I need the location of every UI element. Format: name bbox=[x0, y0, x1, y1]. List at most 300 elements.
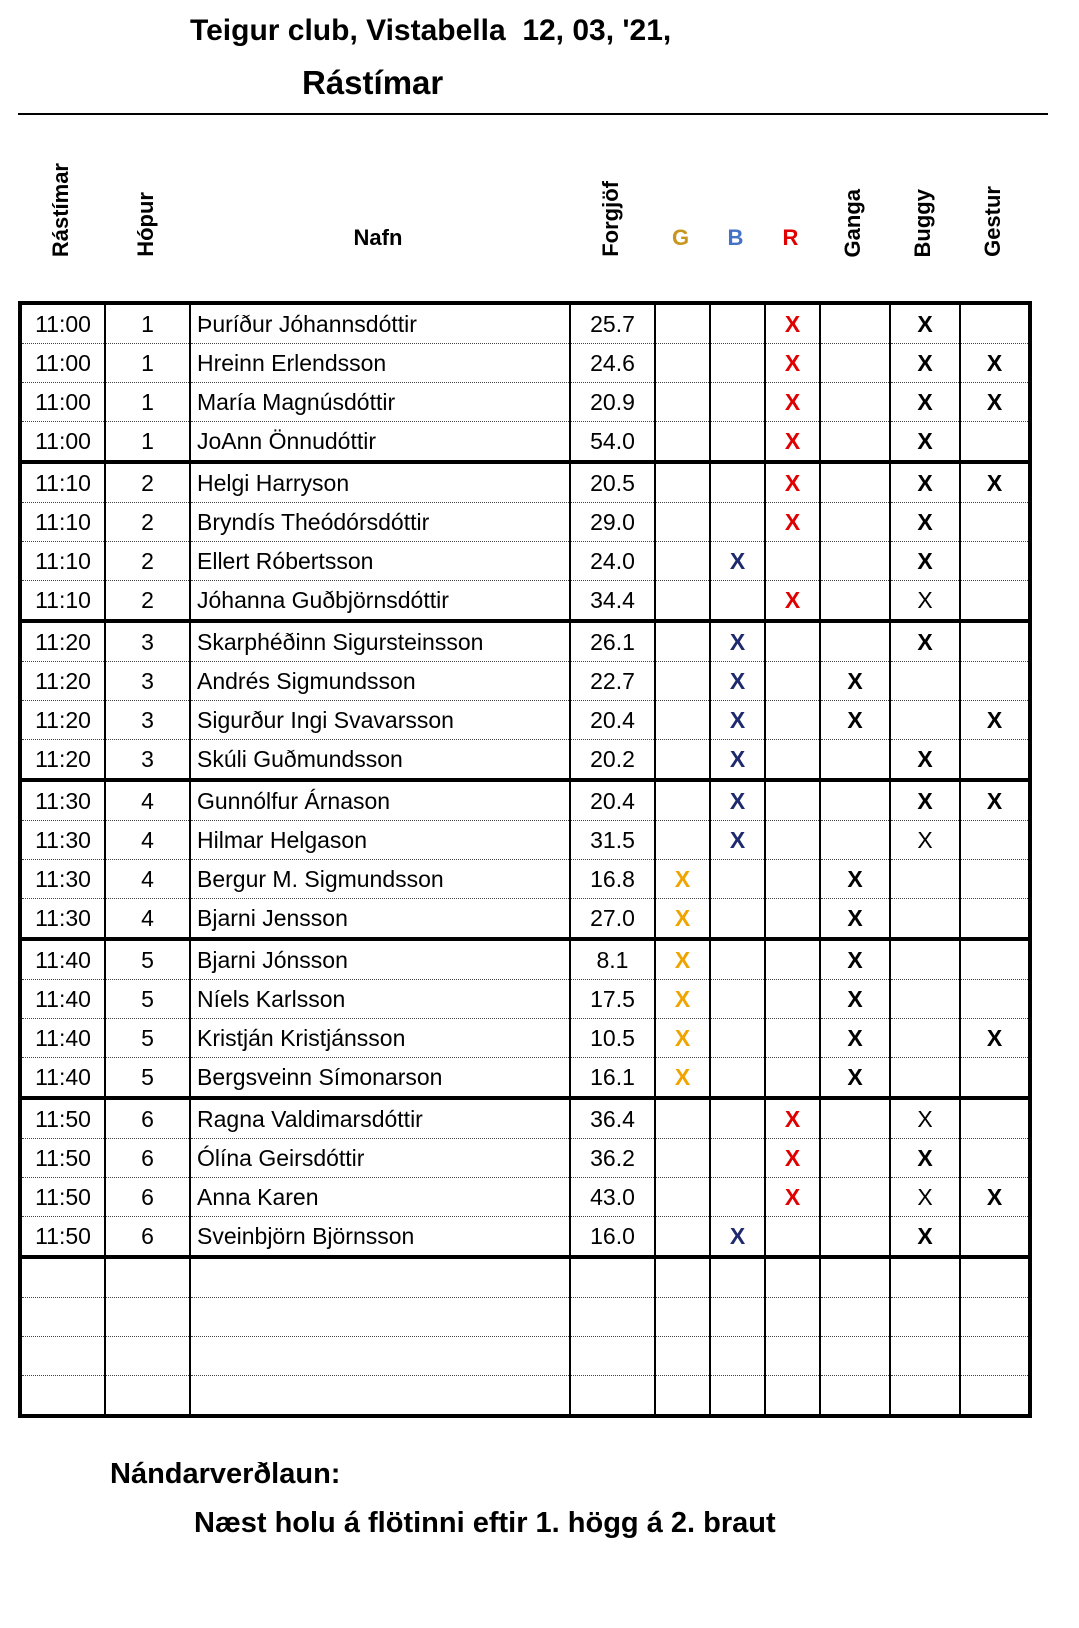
name-cell: Hreinn Erlendsson bbox=[190, 344, 570, 383]
tee-r-cell bbox=[765, 383, 820, 422]
tee-b-cell bbox=[710, 581, 765, 622]
ganga-cell bbox=[820, 621, 890, 662]
tee-g-cell bbox=[655, 503, 710, 542]
ganga-cell bbox=[820, 383, 890, 422]
group-cell: 6 bbox=[105, 1217, 190, 1258]
tee-g-cell bbox=[655, 303, 710, 344]
group-cell: 5 bbox=[105, 939, 190, 980]
gestur-cell bbox=[960, 860, 1030, 899]
gestur-cell bbox=[960, 621, 1030, 662]
group-cell: 4 bbox=[105, 899, 190, 940]
ganga-cell bbox=[820, 1058, 890, 1099]
gestur-cell bbox=[960, 303, 1030, 344]
name-cell: Hilmar Helgason bbox=[190, 821, 570, 860]
tee-g-cell bbox=[655, 542, 710, 581]
empty-cell bbox=[765, 1298, 820, 1337]
gestur-cell bbox=[960, 344, 1030, 383]
tee-g-cell bbox=[655, 1019, 710, 1058]
tee-g-cell bbox=[655, 821, 710, 860]
time-cell: 11:50 bbox=[20, 1217, 105, 1258]
empty-cell bbox=[20, 1257, 105, 1298]
tee-r-cell bbox=[765, 1217, 820, 1258]
tee-g-cell bbox=[655, 740, 710, 781]
gestur-cell-mark: X bbox=[986, 787, 1003, 814]
tee-g-cell bbox=[655, 1058, 710, 1099]
table-row bbox=[20, 701, 1030, 740]
time-cell: 11:20 bbox=[20, 662, 105, 701]
table-row bbox=[20, 462, 1030, 503]
buggy-cell-mark: X bbox=[917, 1183, 933, 1210]
tee-b-cell bbox=[710, 980, 765, 1019]
name-cell: Skarphéðinn Sigursteinsson bbox=[190, 621, 570, 662]
tee-r-cell-mark: X bbox=[784, 508, 801, 535]
ganga-cell bbox=[820, 1139, 890, 1178]
empty-cell bbox=[20, 1298, 105, 1337]
gestur-cell bbox=[960, 780, 1030, 821]
tee-b-cell bbox=[710, 939, 765, 980]
buggy-cell bbox=[890, 1217, 960, 1258]
ganga-cell bbox=[820, 1217, 890, 1258]
ganga-cell bbox=[820, 1178, 890, 1217]
ganga-cell bbox=[820, 1019, 890, 1058]
time-cell: 11:50 bbox=[20, 1098, 105, 1139]
header-name: Nafn bbox=[353, 225, 403, 250]
buggy-cell bbox=[890, 1019, 960, 1058]
group-cell: 6 bbox=[105, 1178, 190, 1217]
buggy-cell bbox=[890, 503, 960, 542]
name-cell: María Magnúsdóttir bbox=[190, 383, 570, 422]
buggy-cell bbox=[890, 303, 960, 344]
tee-g-cell bbox=[655, 422, 710, 463]
header-handicap-cell bbox=[568, 140, 653, 265]
header-g-cell bbox=[653, 140, 708, 265]
tee-b-cell bbox=[710, 899, 765, 940]
table-row bbox=[20, 780, 1030, 821]
table-row bbox=[20, 740, 1030, 781]
tee-g-cell bbox=[655, 621, 710, 662]
ganga-cell bbox=[820, 542, 890, 581]
name-cell: Jóhanna Guðbjörnsdóttir bbox=[190, 581, 570, 622]
gestur-cell-mark: X bbox=[986, 1024, 1003, 1051]
group-cell: 5 bbox=[105, 1058, 190, 1099]
tee-r-cell bbox=[765, 860, 820, 899]
gestur-cell bbox=[960, 503, 1030, 542]
tee-r-cell-mark: X bbox=[784, 469, 801, 496]
buggy-cell bbox=[890, 860, 960, 899]
group-cell: 2 bbox=[105, 542, 190, 581]
tee-b-cell bbox=[710, 344, 765, 383]
time-cell: 11:40 bbox=[20, 1058, 105, 1099]
tee-r-cell bbox=[765, 1178, 820, 1217]
empty-row bbox=[20, 1298, 1030, 1337]
group-cell: 4 bbox=[105, 821, 190, 860]
gestur-cell bbox=[960, 1139, 1030, 1178]
buggy-cell bbox=[890, 662, 960, 701]
group-cell: 3 bbox=[105, 701, 190, 740]
handicap-cell: 20.9 bbox=[570, 383, 655, 422]
time-cell: 11:10 bbox=[20, 503, 105, 542]
tee-b-cell-mark: X bbox=[729, 745, 746, 772]
tee-g-cell bbox=[655, 1178, 710, 1217]
buggy-cell bbox=[890, 821, 960, 860]
empty-cell bbox=[820, 1376, 890, 1417]
tee-g-cell bbox=[655, 1098, 710, 1139]
empty-cell bbox=[655, 1257, 710, 1298]
table-row bbox=[20, 503, 1030, 542]
tee-g-cell bbox=[655, 780, 710, 821]
buggy-cell bbox=[890, 542, 960, 581]
buggy-cell bbox=[890, 1058, 960, 1099]
buggy-cell bbox=[890, 1139, 960, 1178]
tee-r-cell bbox=[765, 303, 820, 344]
name-cell: Skúli Guðmundsson bbox=[190, 740, 570, 781]
tee-b-cell bbox=[710, 1098, 765, 1139]
handicap-cell: 26.1 bbox=[570, 621, 655, 662]
ganga-cell-mark: X bbox=[847, 865, 863, 892]
tee-b-cell bbox=[710, 1178, 765, 1217]
table-row bbox=[20, 1139, 1030, 1178]
handicap-cell: 16.1 bbox=[570, 1058, 655, 1099]
tee-r-cell-mark: X bbox=[784, 1183, 801, 1210]
footer-text: Næst holu á flötinni eftir 1. högg á 2. braut bbox=[194, 1507, 776, 1539]
empty-cell bbox=[820, 1337, 890, 1376]
empty-cell bbox=[765, 1257, 820, 1298]
ganga-cell bbox=[820, 503, 890, 542]
time-cell: 11:30 bbox=[20, 780, 105, 821]
tee-b-cell bbox=[710, 662, 765, 701]
tee-g-cell bbox=[655, 344, 710, 383]
tee-g-cell bbox=[655, 899, 710, 940]
buggy-cell-mark: X bbox=[917, 745, 933, 772]
header-g: G bbox=[671, 225, 690, 250]
ganga-cell bbox=[820, 662, 890, 701]
group-cell: 4 bbox=[105, 780, 190, 821]
tee-r-cell bbox=[765, 701, 820, 740]
name-cell: Ellert Róbertsson bbox=[190, 542, 570, 581]
table-row bbox=[20, 383, 1030, 422]
buggy-cell-mark: X bbox=[917, 586, 933, 613]
tee-g-cell bbox=[655, 462, 710, 503]
empty-cell bbox=[765, 1337, 820, 1376]
handicap-cell: 17.5 bbox=[570, 980, 655, 1019]
group-cell: 2 bbox=[105, 503, 190, 542]
empty-cell bbox=[190, 1376, 570, 1417]
tee-b-cell-mark: X bbox=[729, 667, 746, 694]
empty-cell bbox=[190, 1337, 570, 1376]
header-r-cell bbox=[763, 140, 818, 265]
tee-b-cell bbox=[710, 1217, 765, 1258]
buggy-cell bbox=[890, 740, 960, 781]
empty-cell bbox=[960, 1257, 1030, 1298]
empty-cell bbox=[570, 1298, 655, 1337]
empty-cell bbox=[960, 1337, 1030, 1376]
gestur-cell-mark: X bbox=[986, 1183, 1003, 1210]
gestur-cell bbox=[960, 821, 1030, 860]
time-cell: 11:00 bbox=[20, 344, 105, 383]
tee-r-cell-mark: X bbox=[784, 586, 801, 613]
table-row bbox=[20, 621, 1030, 662]
empty-cell bbox=[655, 1376, 710, 1417]
table-row bbox=[20, 1019, 1030, 1058]
empty-row bbox=[20, 1257, 1030, 1298]
time-cell: 11:00 bbox=[20, 303, 105, 344]
tee-g-cell bbox=[655, 581, 710, 622]
buggy-cell-mark: X bbox=[917, 469, 933, 496]
name-cell: Bergsveinn Símonarson bbox=[190, 1058, 570, 1099]
ganga-cell-mark: X bbox=[847, 946, 863, 973]
tee-r-cell bbox=[765, 740, 820, 781]
page-title: Teigur club, Vistabella 12, 03, '21, bbox=[190, 14, 672, 47]
gestur-cell bbox=[960, 899, 1030, 940]
time-cell: 11:20 bbox=[20, 621, 105, 662]
tee-r-cell bbox=[765, 581, 820, 622]
header-gestur: Gestur bbox=[980, 186, 1005, 257]
gestur-cell-mark: X bbox=[986, 349, 1003, 376]
empty-row bbox=[20, 1337, 1030, 1376]
tee-r-cell-mark: X bbox=[784, 310, 801, 337]
buggy-cell bbox=[890, 581, 960, 622]
tee-r-cell bbox=[765, 662, 820, 701]
buggy-cell-mark: X bbox=[917, 547, 933, 574]
name-cell: JoAnn Önnudóttir bbox=[190, 422, 570, 463]
gestur-cell bbox=[960, 740, 1030, 781]
buggy-cell-mark: X bbox=[917, 427, 933, 454]
buggy-cell bbox=[890, 701, 960, 740]
time-cell: 11:30 bbox=[20, 860, 105, 899]
handicap-cell: 54.0 bbox=[570, 422, 655, 463]
tee-b-cell bbox=[710, 503, 765, 542]
gestur-cell bbox=[960, 1058, 1030, 1099]
ganga-cell bbox=[820, 581, 890, 622]
tee-g-cell bbox=[655, 980, 710, 1019]
header-b: B bbox=[727, 225, 744, 250]
tee-r-cell bbox=[765, 344, 820, 383]
buggy-cell bbox=[890, 344, 960, 383]
ganga-cell-mark: X bbox=[847, 985, 863, 1012]
tee-r-cell bbox=[765, 1139, 820, 1178]
ganga-cell-mark: X bbox=[847, 904, 863, 931]
ganga-cell-mark: X bbox=[847, 1024, 863, 1051]
buggy-cell bbox=[890, 422, 960, 463]
tee-time-table bbox=[18, 301, 1032, 1418]
tee-b-cell bbox=[710, 422, 765, 463]
table-row bbox=[20, 1058, 1030, 1099]
group-cell: 6 bbox=[105, 1098, 190, 1139]
tee-r-cell bbox=[765, 1019, 820, 1058]
time-cell: 11:10 bbox=[20, 462, 105, 503]
empty-cell bbox=[20, 1337, 105, 1376]
time-cell: 11:40 bbox=[20, 980, 105, 1019]
tee-g-cell bbox=[655, 939, 710, 980]
header-time-cell bbox=[18, 140, 103, 265]
tee-g-cell bbox=[655, 701, 710, 740]
name-cell: Andrés Sigmundsson bbox=[190, 662, 570, 701]
header-ganga-cell bbox=[818, 140, 888, 265]
gestur-cell bbox=[960, 939, 1030, 980]
group-cell: 3 bbox=[105, 740, 190, 781]
header-group: Hópur bbox=[132, 192, 158, 257]
name-cell: Bjarni Jensson bbox=[190, 899, 570, 940]
empty-cell bbox=[105, 1337, 190, 1376]
name-cell: Sigurður Ingi Svavarsson bbox=[190, 701, 570, 740]
time-cell: 11:10 bbox=[20, 542, 105, 581]
buggy-cell-mark: X bbox=[917, 1222, 933, 1249]
ganga-cell bbox=[820, 344, 890, 383]
tee-g-cell-mark: X bbox=[674, 1063, 691, 1090]
tee-r-cell bbox=[765, 1058, 820, 1099]
tee-r-cell bbox=[765, 780, 820, 821]
buggy-cell-mark: X bbox=[917, 310, 933, 337]
tee-b-cell-mark: X bbox=[729, 628, 746, 655]
buggy-cell bbox=[890, 462, 960, 503]
handicap-cell: 34.4 bbox=[570, 581, 655, 622]
tee-b-cell bbox=[710, 701, 765, 740]
gestur-cell bbox=[960, 422, 1030, 463]
header-gestur-cell bbox=[958, 140, 1028, 265]
gestur-cell bbox=[960, 581, 1030, 622]
table-row bbox=[20, 939, 1030, 980]
tee-b-cell-mark: X bbox=[729, 787, 746, 814]
handicap-cell: 20.4 bbox=[570, 701, 655, 740]
ganga-cell bbox=[820, 701, 890, 740]
empty-cell bbox=[570, 1337, 655, 1376]
empty-cell bbox=[765, 1376, 820, 1417]
header-buggy-cell bbox=[888, 140, 958, 265]
gestur-cell bbox=[960, 383, 1030, 422]
gestur-cell bbox=[960, 1178, 1030, 1217]
tee-b-cell bbox=[710, 860, 765, 899]
empty-cell bbox=[710, 1337, 765, 1376]
column-headers bbox=[18, 140, 1048, 265]
table-row bbox=[20, 1217, 1030, 1258]
tee-b-cell bbox=[710, 780, 765, 821]
buggy-cell bbox=[890, 939, 960, 980]
handicap-cell: 22.7 bbox=[570, 662, 655, 701]
table-row bbox=[20, 899, 1030, 940]
ganga-cell bbox=[820, 821, 890, 860]
tee-g-cell bbox=[655, 1139, 710, 1178]
handicap-cell: 20.4 bbox=[570, 780, 655, 821]
tee-b-cell-mark: X bbox=[729, 706, 746, 733]
empty-cell bbox=[570, 1376, 655, 1417]
handicap-cell: 24.6 bbox=[570, 344, 655, 383]
tee-b-cell-mark: X bbox=[729, 1222, 746, 1249]
empty-cell bbox=[820, 1298, 890, 1337]
group-cell: 1 bbox=[105, 303, 190, 344]
tee-g-cell-mark: X bbox=[674, 946, 691, 973]
table-row bbox=[20, 1178, 1030, 1217]
group-cell: 1 bbox=[105, 383, 190, 422]
table-row bbox=[20, 303, 1030, 344]
ganga-cell bbox=[820, 860, 890, 899]
name-cell: Níels Karlsson bbox=[190, 980, 570, 1019]
name-cell: Þuríður Jóhannsdóttir bbox=[190, 303, 570, 344]
tee-g-cell-mark: X bbox=[674, 865, 691, 892]
empty-cell bbox=[710, 1376, 765, 1417]
ganga-cell bbox=[820, 1098, 890, 1139]
ganga-cell bbox=[820, 939, 890, 980]
empty-cell bbox=[710, 1257, 765, 1298]
ganga-cell bbox=[820, 462, 890, 503]
ganga-cell-mark: X bbox=[847, 1063, 863, 1090]
header-ganga: Ganga bbox=[840, 188, 865, 257]
name-cell: Gunnólfur Árnason bbox=[190, 780, 570, 821]
handicap-cell: 29.0 bbox=[570, 503, 655, 542]
tee-r-cell-mark: X bbox=[784, 1144, 801, 1171]
tee-r-cell-mark: X bbox=[784, 349, 801, 376]
tee-g-cell bbox=[655, 1217, 710, 1258]
handicap-cell: 25.7 bbox=[570, 303, 655, 344]
empty-cell bbox=[820, 1257, 890, 1298]
table-row bbox=[20, 581, 1030, 622]
table-row bbox=[20, 1098, 1030, 1139]
handicap-cell: 36.4 bbox=[570, 1098, 655, 1139]
footer-label: Nándarverðlaun: bbox=[110, 1458, 341, 1490]
group-cell: 1 bbox=[105, 344, 190, 383]
empty-cell bbox=[890, 1298, 960, 1337]
time-cell: 11:10 bbox=[20, 581, 105, 622]
ganga-cell bbox=[820, 303, 890, 344]
name-cell: Ólína Geirsdóttir bbox=[190, 1139, 570, 1178]
tee-r-cell bbox=[765, 821, 820, 860]
buggy-cell-mark: X bbox=[917, 826, 933, 853]
handicap-cell: 31.5 bbox=[570, 821, 655, 860]
gestur-cell bbox=[960, 542, 1030, 581]
empty-cell bbox=[570, 1257, 655, 1298]
name-cell: Bergur M. Sigmundsson bbox=[190, 860, 570, 899]
handicap-cell: 27.0 bbox=[570, 899, 655, 940]
table-row bbox=[20, 860, 1030, 899]
tee-r-cell-mark: X bbox=[784, 1105, 801, 1132]
page-subtitle: Rástímar bbox=[302, 64, 444, 101]
handicap-cell: 20.2 bbox=[570, 740, 655, 781]
buggy-cell-mark: X bbox=[917, 388, 933, 415]
tee-b-cell bbox=[710, 383, 765, 422]
empty-cell bbox=[655, 1337, 710, 1376]
handicap-cell: 16.8 bbox=[570, 860, 655, 899]
tee-r-cell bbox=[765, 1098, 820, 1139]
buggy-cell-mark: X bbox=[917, 787, 933, 814]
tee-r-cell bbox=[765, 939, 820, 980]
handicap-cell: 8.1 bbox=[570, 939, 655, 980]
group-cell: 6 bbox=[105, 1139, 190, 1178]
tee-b-cell bbox=[710, 1019, 765, 1058]
tee-r-cell-mark: X bbox=[784, 388, 801, 415]
buggy-cell bbox=[890, 383, 960, 422]
title-divider bbox=[18, 113, 1048, 115]
tee-r-cell bbox=[765, 621, 820, 662]
ganga-cell bbox=[820, 740, 890, 781]
tee-b-cell-mark: X bbox=[729, 547, 746, 574]
table-row bbox=[20, 542, 1030, 581]
empty-cell bbox=[890, 1337, 960, 1376]
buggy-cell bbox=[890, 980, 960, 1019]
buggy-cell bbox=[890, 899, 960, 940]
handicap-cell: 10.5 bbox=[570, 1019, 655, 1058]
group-cell: 2 bbox=[105, 462, 190, 503]
table-row bbox=[20, 662, 1030, 701]
tee-g-cell bbox=[655, 383, 710, 422]
tee-r-cell bbox=[765, 422, 820, 463]
header-r: R bbox=[782, 225, 799, 250]
table-row bbox=[20, 821, 1030, 860]
gestur-cell-mark: X bbox=[986, 388, 1003, 415]
buggy-cell bbox=[890, 1098, 960, 1139]
tee-g-cell-mark: X bbox=[674, 904, 691, 931]
group-cell: 5 bbox=[105, 1019, 190, 1058]
tee-g-cell bbox=[655, 662, 710, 701]
group-cell: 2 bbox=[105, 581, 190, 622]
